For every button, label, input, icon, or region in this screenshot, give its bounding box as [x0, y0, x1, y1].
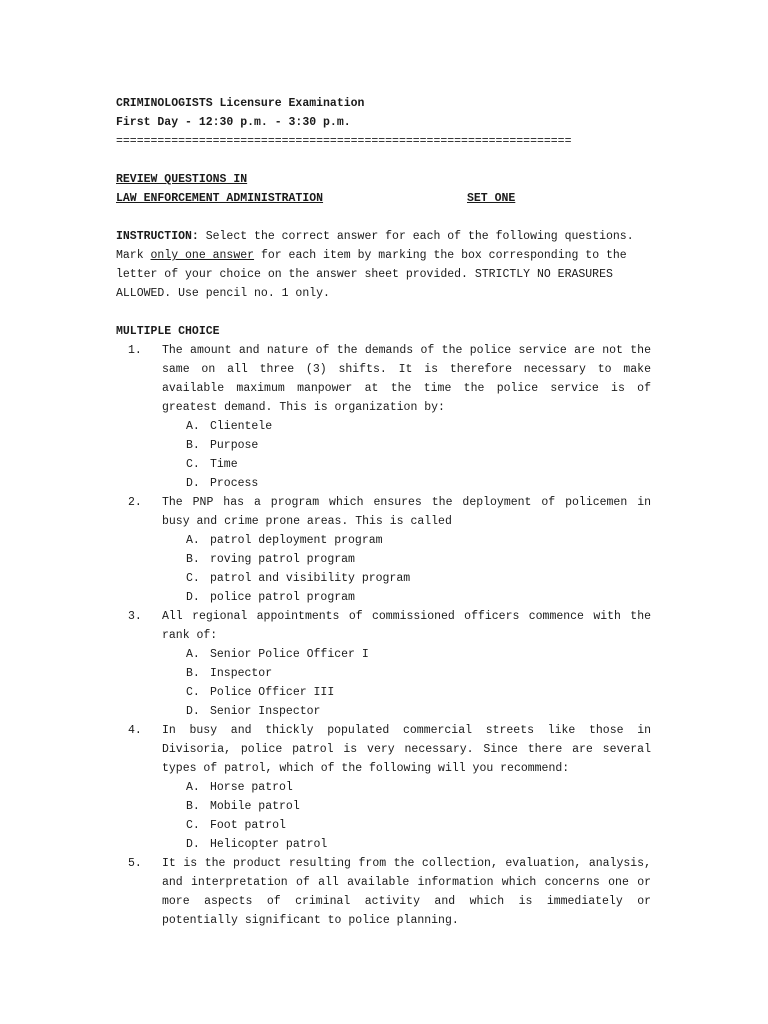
answer-option: [186, 835, 327, 854]
option-text: Purpose: [210, 439, 259, 452]
question-text: The PNP has a program which ensures the deployment of policemen in busy and crime prone areas. This is called: [162, 496, 651, 528]
option-text: police patrol program: [210, 591, 355, 604]
option-text: roving patrol program: [210, 553, 355, 566]
option-text: Foot patrol: [210, 819, 286, 832]
answer-option: [186, 569, 410, 588]
answer-option: [186, 683, 334, 702]
answer-option: [186, 417, 272, 436]
answer-option: [186, 702, 320, 721]
question-number: 4.: [128, 724, 142, 737]
exam-title: CRIMINOLOGISTS Licensure Examination: [116, 97, 365, 110]
section-heading-line2: LAW ENFORCEMENT ADMINISTRATION: [116, 192, 324, 205]
option-text: Helicopter patrol: [210, 838, 328, 851]
option-letter: A.: [186, 648, 200, 661]
question-text: It is the product resulting from the collection, evaluation, analysis, and interpretation of all available information which concerns one or more aspects of criminal activity and which is immediately or potentially significant to police planning.: [162, 857, 651, 927]
option-letter: C.: [186, 819, 200, 832]
section-heading-line1: REVIEW QUESTIONS IN: [116, 173, 248, 186]
option-letter: B.: [186, 667, 200, 680]
answer-option: [186, 588, 355, 607]
instruction-line-2: [116, 246, 627, 265]
answer-option: [186, 816, 286, 835]
instruction-text-2b: for each item by marking the box corresponding to the: [254, 249, 627, 262]
question-number: 2.: [128, 496, 142, 509]
option-letter: A.: [186, 420, 200, 433]
answer-option: [186, 550, 355, 569]
set-label: SET ONE: [467, 192, 516, 205]
separator-rule: ==================================================================: [116, 135, 572, 148]
option-text: Horse patrol: [210, 781, 293, 794]
instruction-line-3: letter of your choice on the answer sheet provided. STRICTLY NO ERASURES: [116, 268, 613, 281]
instruction-line-1: [116, 227, 634, 246]
option-letter: C.: [186, 458, 200, 471]
option-text: Senior Inspector: [210, 705, 321, 718]
answer-option: [186, 455, 238, 474]
instruction-text-1: Select the correct answer for each of the following questions.: [198, 230, 634, 243]
instruction-label: INSTRUCTION:: [116, 230, 199, 243]
question-text: In busy and thickly populated commercial streets like those in Divisoria, police patrol is very necessary. Since there are several types of patrol, which of the following will you recommend:: [162, 724, 651, 775]
instruction-emphasis: only one answer: [150, 249, 255, 262]
option-text: Mobile patrol: [210, 800, 300, 813]
question-number: 5.: [128, 857, 142, 870]
multiple-choice-heading: MULTIPLE CHOICE: [116, 325, 220, 338]
option-text: Process: [210, 477, 259, 490]
question-number: 3.: [128, 610, 142, 623]
option-text: Inspector: [210, 667, 273, 680]
answer-option: [186, 778, 293, 797]
option-letter: B.: [186, 439, 200, 452]
answer-option: [186, 531, 383, 550]
option-letter: B.: [186, 553, 200, 566]
option-text: Senior Police Officer I: [210, 648, 369, 661]
exam-time: First Day - 12:30 p.m. - 3:30 p.m.: [116, 116, 351, 129]
option-letter: D.: [186, 705, 200, 718]
question-text: All regional appointments of commissioned officers commence with the rank of:: [162, 610, 651, 642]
option-text: patrol deployment program: [210, 534, 383, 547]
option-text: patrol and visibility program: [210, 572, 411, 585]
answer-option: [186, 474, 258, 493]
option-letter: B.: [186, 800, 200, 813]
question-text: The amount and nature of the demands of the police service are not the same on all three (3) shifts. It is therefore necessary to make available maximum manpower at the time the police service is of greatest demand. This is organization by:: [162, 344, 651, 414]
option-letter: D.: [186, 838, 200, 851]
answer-option: [186, 645, 369, 664]
instruction-text-2a: Mark: [116, 249, 151, 262]
option-letter: D.: [186, 591, 200, 604]
answer-option: [186, 797, 300, 816]
answer-option: [186, 436, 258, 455]
option-text: Time: [210, 458, 238, 471]
option-letter: D.: [186, 477, 200, 490]
option-text: Police Officer III: [210, 686, 335, 699]
option-letter: C.: [186, 686, 200, 699]
option-text: Clientele: [210, 420, 273, 433]
option-letter: C.: [186, 572, 200, 585]
option-letter: A.: [186, 781, 200, 794]
option-letter: A.: [186, 534, 200, 547]
answer-option: [186, 664, 272, 683]
question-number: 1.: [128, 344, 142, 357]
instruction-line-4: ALLOWED. Use pencil no. 1 only.: [116, 287, 330, 300]
